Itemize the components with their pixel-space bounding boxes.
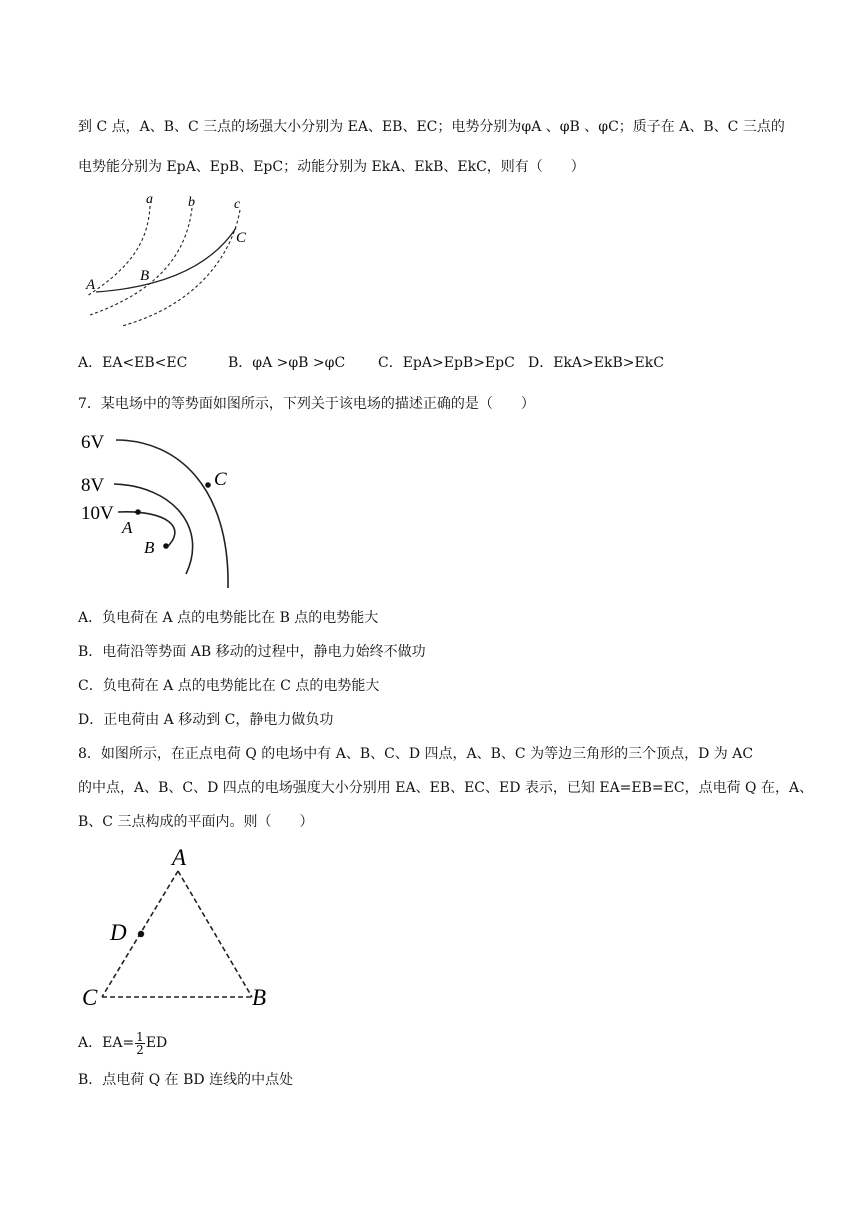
point-label-A: A (86, 277, 96, 293)
fraction-denominator: 2 (136, 1042, 144, 1057)
q8-figure (80, 843, 280, 1013)
potential-label-8V: 8V (81, 475, 105, 496)
q7-figure (78, 428, 248, 593)
q6-option-c: C．EpA>EpB>EpC (378, 355, 515, 371)
triangle-side-AB (178, 871, 252, 997)
q6-options (78, 353, 798, 375)
point-A-dot (135, 509, 141, 515)
fraction-one-half (135, 1031, 145, 1056)
point-label-B: B (140, 268, 150, 284)
proton-trajectory (96, 228, 236, 292)
q8-stem-line2: 的中点，A、B、C、D 四点的电场强度大小分别用 EA、EB、EC、ED 表示，已知 EA=EB=EC，点电荷 Q 在，A、 (78, 780, 814, 796)
potential-label-10V: 10V (81, 503, 114, 524)
q6-stem-line1: 到 C 点，A、B、C 三点的场强大小分别为 EA、EB、EC；电势分别为φA 、φB 、φC；质子在 A、B、C 三点的 (78, 119, 785, 135)
q6-option-b: B．φA >φB >φC (228, 355, 346, 371)
point-label-C: C (214, 469, 227, 490)
potential-label-6V: 6V (81, 432, 105, 453)
point-label-C: C (236, 230, 247, 246)
point-B-dot (163, 543, 169, 549)
q6-figure (82, 190, 262, 330)
curve-label-a: a (146, 192, 153, 207)
point-label-B: B (144, 538, 155, 557)
point-label-A: A (172, 845, 187, 870)
curve-label-c: c (234, 197, 241, 212)
q8-option-a-suffix: ED (145, 1035, 168, 1051)
q8-option-a-prefix: A．EA= (78, 1035, 135, 1051)
equipotential-6V (116, 440, 228, 588)
q8-stem-line1: 8．如图所示，在正点电荷 Q 的电场中有 A、B、C、D 四点，A、B、C 为等边三角形的三个顶点，D 为 AC (78, 746, 754, 762)
point-C-dot (205, 482, 211, 488)
equipotential-curve-b (90, 208, 192, 315)
q6-option-d: D．EkA>EkB>EkC (528, 355, 664, 371)
q8-option-b: B．点电荷 Q 在 BD 连线的中点处 (78, 1072, 294, 1088)
q7-stem: 7．某电场中的等势面如图所示，下列关于该电场的描述正确的是（ ） (78, 396, 535, 412)
q8-option-a (78, 1028, 167, 1058)
q7-option-b: B．电荷沿等势面 AB 移动的过程中，静电力始终不做功 (78, 644, 426, 660)
q8-stem-line3: B、C 三点构成的平面内。则（ ） (78, 814, 314, 830)
point-label-B: B (252, 985, 267, 1010)
q6-option-a: A．EA<EB<EC (78, 355, 188, 371)
q7-option-a: A．负电荷在 A 点的电势能比在 B 点的电势能大 (78, 610, 379, 626)
point-D-dot (138, 931, 144, 937)
point-label-C: C (82, 985, 98, 1010)
q7-option-c: C．负电荷在 A 点的电势能比在 C 点的电势能大 (78, 678, 380, 694)
point-label-A: A (122, 518, 133, 537)
q7-option-d: D．正电荷由 A 移动到 C，静电力做负功 (78, 712, 334, 728)
q6-stem-line2: 电势能分别为 EpA、EpB、EpC；动能分别为 EkA、EkB、EkC，则有（ ） (78, 159, 585, 175)
fraction-numerator: 1 (136, 1029, 144, 1044)
curve-label-b: b (188, 195, 195, 210)
point-label-D: D (110, 920, 127, 945)
